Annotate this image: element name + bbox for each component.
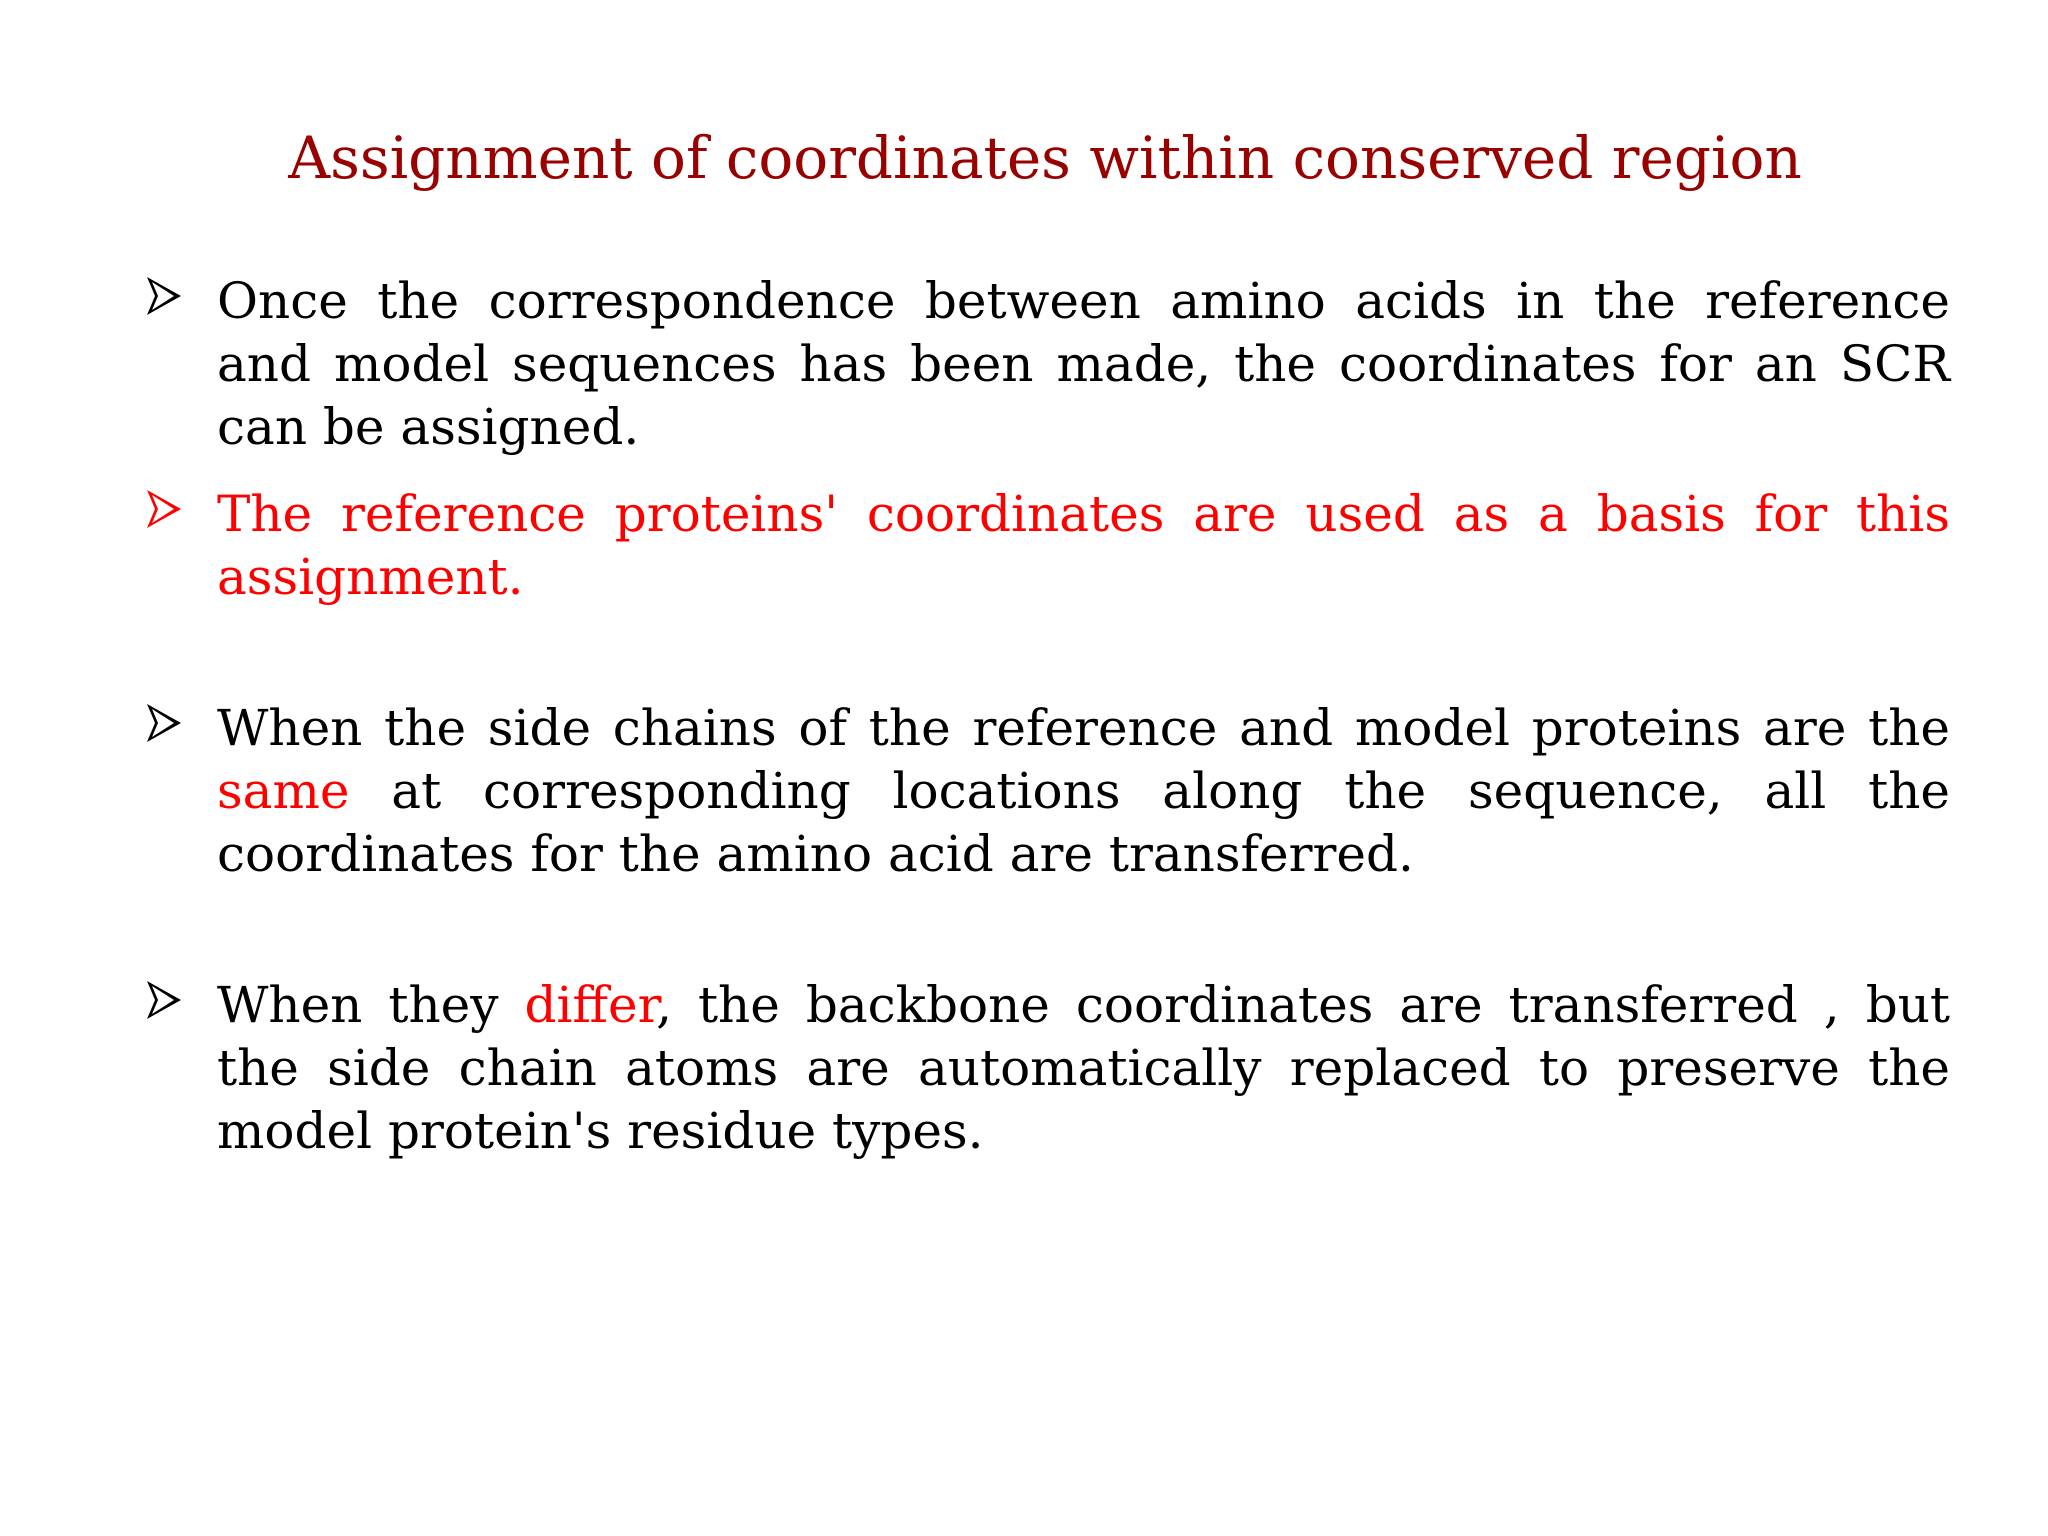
bullet-text: The reference proteins' coordinates are used as a basis for this assignment. [217,485,1950,606]
highlighted-word: same [217,762,350,820]
bullet-text [217,697,1950,886]
bullet-text-segment: When they [217,976,525,1034]
slide-title: Assignment of coordinates within conserved region [288,124,1802,192]
bullet-text [217,974,1950,1163]
highlighted-word: differ [524,976,657,1034]
arrowhead-bullet-icon [141,700,187,746]
arrowhead-bullet-icon [141,273,187,319]
arrowhead-bullet-icon [141,486,187,532]
arrowhead-bullet-icon [141,977,187,1023]
bullet-text: Once the correspondence between amino acids in the reference and model sequences has been made, the coordinates for an SCR can be assigned. [217,272,1950,456]
bullet-text-segment: at corresponding locations along the sequence, all the coordinates for the amino acid are transferred. [217,762,1950,883]
bullet-text-segment: , the backbone coordinates are transferred , but the side chain atoms are automatically replaced to preserve the model protein's residue types. [217,976,1950,1160]
bullet-text-segment: When the side chains of the reference and model proteins are the [217,699,1950,757]
